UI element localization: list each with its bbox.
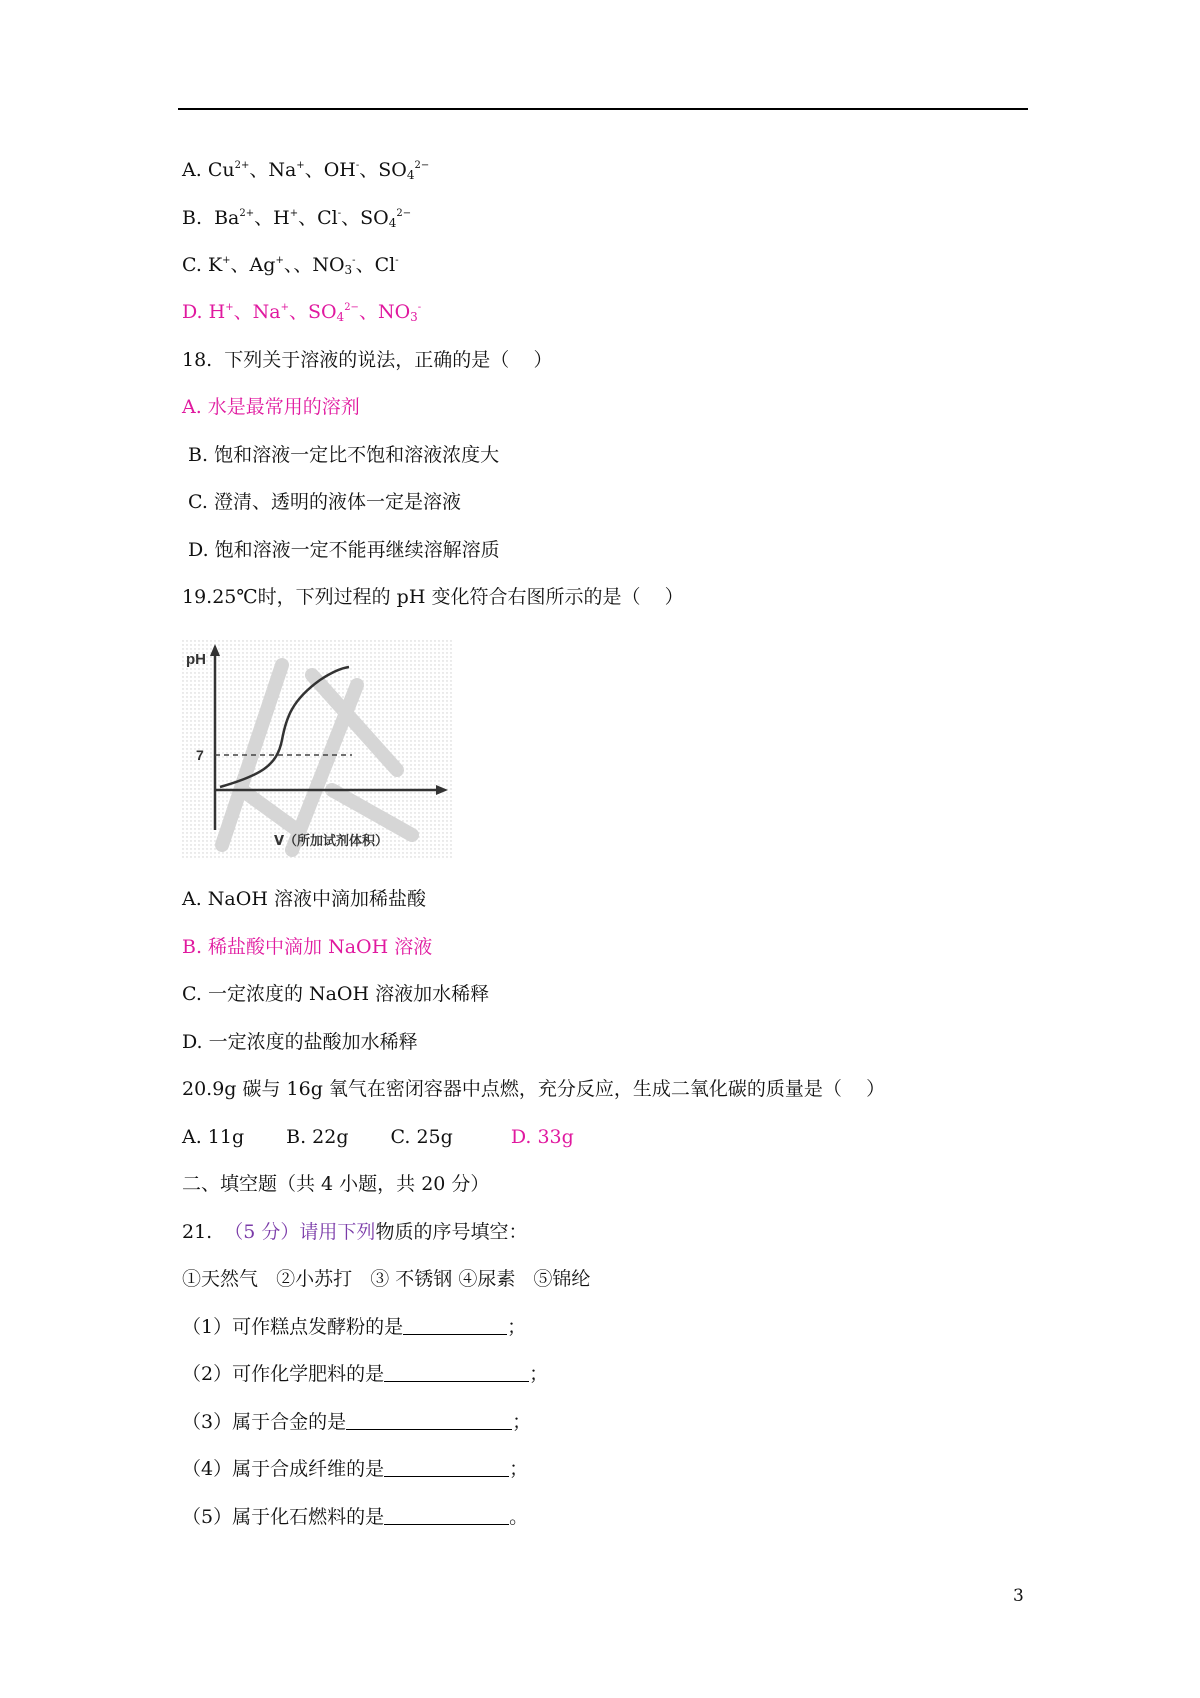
q21-part-4: （4）属于合成纤维的是 ；	[182, 1458, 529, 1480]
q18-option-a-answer: A. 水是最常用的溶剂	[182, 396, 360, 418]
q20-stem: 20.9g 碳与 16g 氧气在密闭容器中点燃，充分反应，生成二氧化碳的质量是（ ）	[182, 1078, 886, 1100]
q20-option-d-answer: D. 33g	[510, 1126, 574, 1148]
q17-option-c: C. K+、Ag+、、$NO_3^-$、Cl-	[182, 254, 399, 277]
page-number: 3	[1013, 1586, 1024, 1606]
section-2-heading: 二、填空题（共 4 小题，共 20 分）	[182, 1173, 490, 1195]
q19-option-a: A. NaOH 溶液中滴加稀盐酸	[182, 888, 426, 910]
q19-stem: 19.25℃时，下列过程的 pH 变化符合右图所示的是（ ）	[182, 586, 684, 608]
q17-option-d-answer: D. H+、Na+、$SO_4^{2-}$、$NO_3^-$	[182, 301, 422, 324]
q18-stem: 18. 下列关于溶液的说法，正确的是（ ）	[182, 349, 553, 371]
q20-option-b: B. 22g	[286, 1126, 349, 1148]
answer-blank-3[interactable]	[346, 1411, 512, 1430]
q21-items: ①天然气 ②小苏打 ③ 不锈钢 ④尿素 ⑤锦纶	[182, 1268, 591, 1290]
q19-option-c: C. 一定浓度的 NaOH 溶液加水稀释	[182, 983, 490, 1005]
answer-blank-4[interactable]	[384, 1458, 509, 1477]
q19-option-b-answer: B. 稀盐酸中滴加 NaOH 溶液	[182, 936, 433, 958]
q18-option-c: C. 澄清、透明的液体一定是溶液	[182, 491, 461, 513]
q20-option-a: A. 11g	[182, 1126, 245, 1148]
q21-part-2: （2）可作化学肥料的是 ；	[182, 1363, 549, 1385]
y-axis-label: pH	[186, 651, 206, 668]
q21-stem: 21. （5 分）请用下列物质的序号填空：	[182, 1221, 528, 1243]
q18-option-d: D. 饱和溶液一定不能再继续溶解溶质	[182, 539, 500, 561]
answer-blank-2[interactable]	[384, 1363, 529, 1382]
q21-score: （5 分）请用下列	[224, 1221, 376, 1243]
q17-option-a: A. $Cu^{2+}$、Na+、OH-、$SO_4^{2-}$	[182, 159, 430, 182]
y-tick-7: 7	[196, 747, 204, 763]
q20-option-c: C. 25g	[390, 1126, 453, 1148]
q17-option-b: B. $Ba^{2+}$、H+、Cl-、$SO_4^{2-}$	[182, 207, 412, 230]
ph-curve-chart	[182, 640, 452, 858]
x-axis-label: V（所加试剂体积）	[274, 834, 389, 849]
q21-part-5: （5）属于化石燃料的是 。	[182, 1506, 529, 1528]
answer-blank-5[interactable]	[384, 1506, 509, 1525]
answer-blank-1[interactable]	[403, 1316, 507, 1335]
q20-options	[182, 1125, 574, 1149]
q19-option-d: D. 一定浓度的盐酸加水稀释	[182, 1031, 418, 1053]
q18-option-b: B. 饱和溶液一定比不饱和溶液浓度大	[182, 444, 500, 466]
q21-part-1: （1）可作糕点发酵粉的是 ；	[182, 1316, 527, 1338]
header-rule	[178, 108, 1028, 110]
q21-part-3: （3）属于合金的是 ；	[182, 1411, 532, 1433]
